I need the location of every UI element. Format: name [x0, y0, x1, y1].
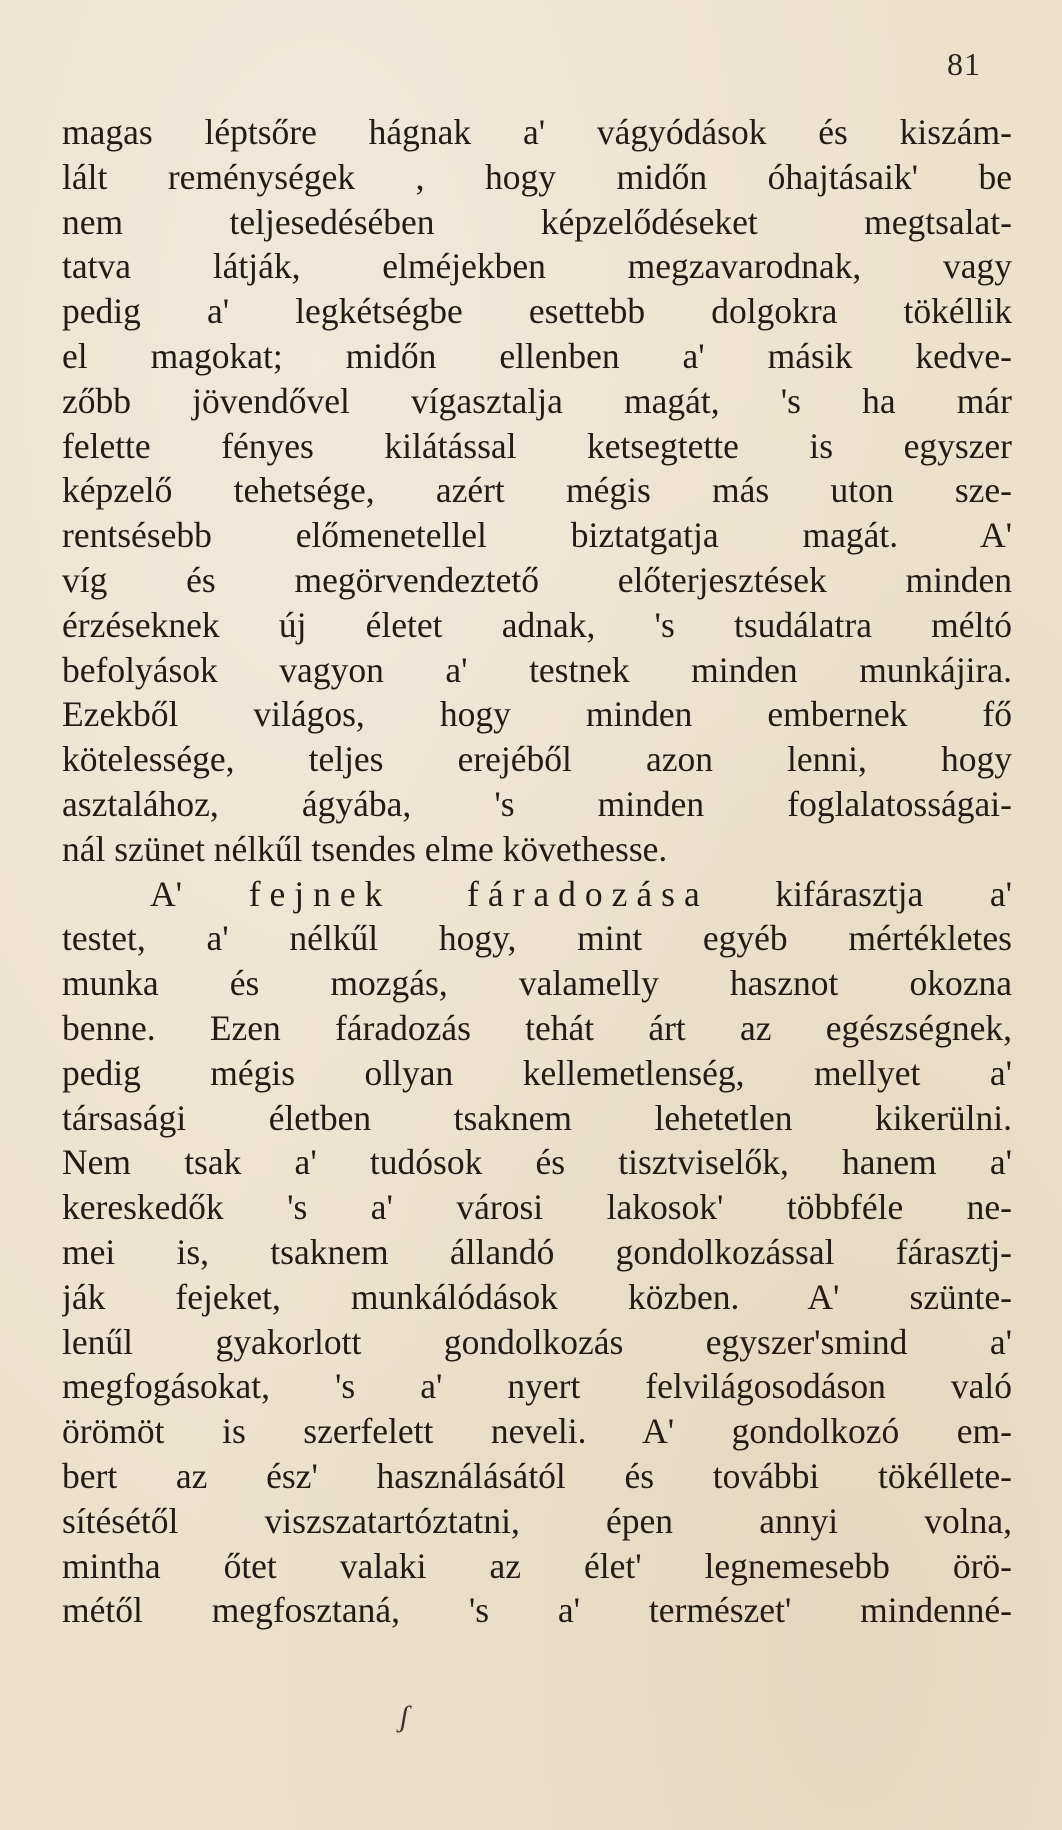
page-number: 81	[947, 46, 981, 82]
text-line: kereskedők 's a' városi lakosok' többféle ne-	[62, 1187, 1012, 1228]
text-line: Ezekből világos, hogy minden embernek fő	[62, 694, 1012, 735]
text-line: zőbb jövendővel vígasztalja magát, 's ha már	[62, 380, 1012, 421]
text-line: sítésétől viszszatartóztatni, épen annyi volna,	[62, 1500, 1012, 1541]
text-line: lált reménységek , hogy midőn óhajtásaik' be	[62, 156, 1012, 197]
text-line: mei is, tsaknem állandó gondolkozással fárasztj-	[62, 1231, 1012, 1272]
text-line: nem teljesedésében képzelődéseket megtsalat-	[62, 201, 1012, 242]
text-line: víg és megörvendeztető előterjesztések minden	[62, 559, 1012, 600]
text-line: örömöt is szerfelett neveli. A' gondolkozó em-	[62, 1411, 1012, 1452]
text-line: asztalához, ágyába, 's minden foglalatosságai-	[62, 783, 1012, 824]
text-line: kötelessége, teljes erejéből azon lenni, hogy	[62, 739, 1012, 780]
text-line: képzelő tehetsége, azért mégis más uton sze-	[62, 470, 1012, 511]
text-line: lenűl gyakorlott gondolkozás egyszer'smind a'	[62, 1321, 1012, 1362]
text-line: társasági életben tsaknem lehetetlen kikerülni.	[62, 1097, 1012, 1138]
text-line: bert az ész' használásától és további tökéllete-	[62, 1455, 1012, 1496]
paragraph-end-line: nál szünet nélkűl tsendes elme követhesse.	[62, 828, 668, 869]
text-line: rentsésebb előmenetellel biztatgatja magát. A'	[62, 515, 1012, 556]
signature-mark: ʃ	[400, 1700, 409, 1733]
body-text	[62, 110, 1012, 1633]
text-line: ják fejeket, munkálódások közben. A' szünte-	[62, 1276, 1012, 1317]
text-line: el magokat; midőn ellenben a' másik kedve-	[62, 335, 1012, 376]
line-prefix: A'	[150, 873, 183, 914]
text-line: felette fényes kilátással ketsegtette is egyszer	[62, 425, 1012, 466]
text-line: tatva látják, elméjekben megzavarodnak, vagy	[62, 246, 1012, 287]
spaced-emphasis: fejnek fáradozása	[248, 873, 709, 914]
text-line: befolyások vagyon a' testnek minden munkájira.	[62, 649, 1012, 690]
text-line: mintha őtet valaki az élet' legnemesebb örö-	[62, 1545, 1012, 1586]
text-line: magas léptsőre hágnak a' vágyódások és kiszám-	[62, 112, 1012, 152]
paragraph-start-line	[62, 872, 1012, 917]
text-line: Nem tsak a' tudósok és tisztviselők, hanem a'	[62, 1142, 1012, 1183]
text-line: pedig mégis ollyan kellemetlenség, mellyet a'	[62, 1052, 1012, 1093]
text-line: métől megfosztaná, 's a' természet' mindenné-	[62, 1590, 1012, 1631]
text-line: megfogásokat, 's a' nyert felvilágosodáson való	[62, 1366, 1012, 1407]
text-line: pedig a' legkétségbe esettebb dolgokra tökéllik	[62, 291, 1012, 332]
line-rest: kifárasztja a'	[775, 873, 1012, 914]
text-line: érzéseknek új életet adnak, 's tsudálatra méltó	[62, 604, 1012, 645]
text-line: testet, a' nélkűl hogy, mint egyéb mértékletes	[62, 918, 1012, 959]
text-line: munka és mozgás, valamelly hasznot okozna	[62, 963, 1012, 1004]
text-line: benne. Ezen fáradozás tehát árt az egészségnek,	[62, 1007, 1012, 1048]
